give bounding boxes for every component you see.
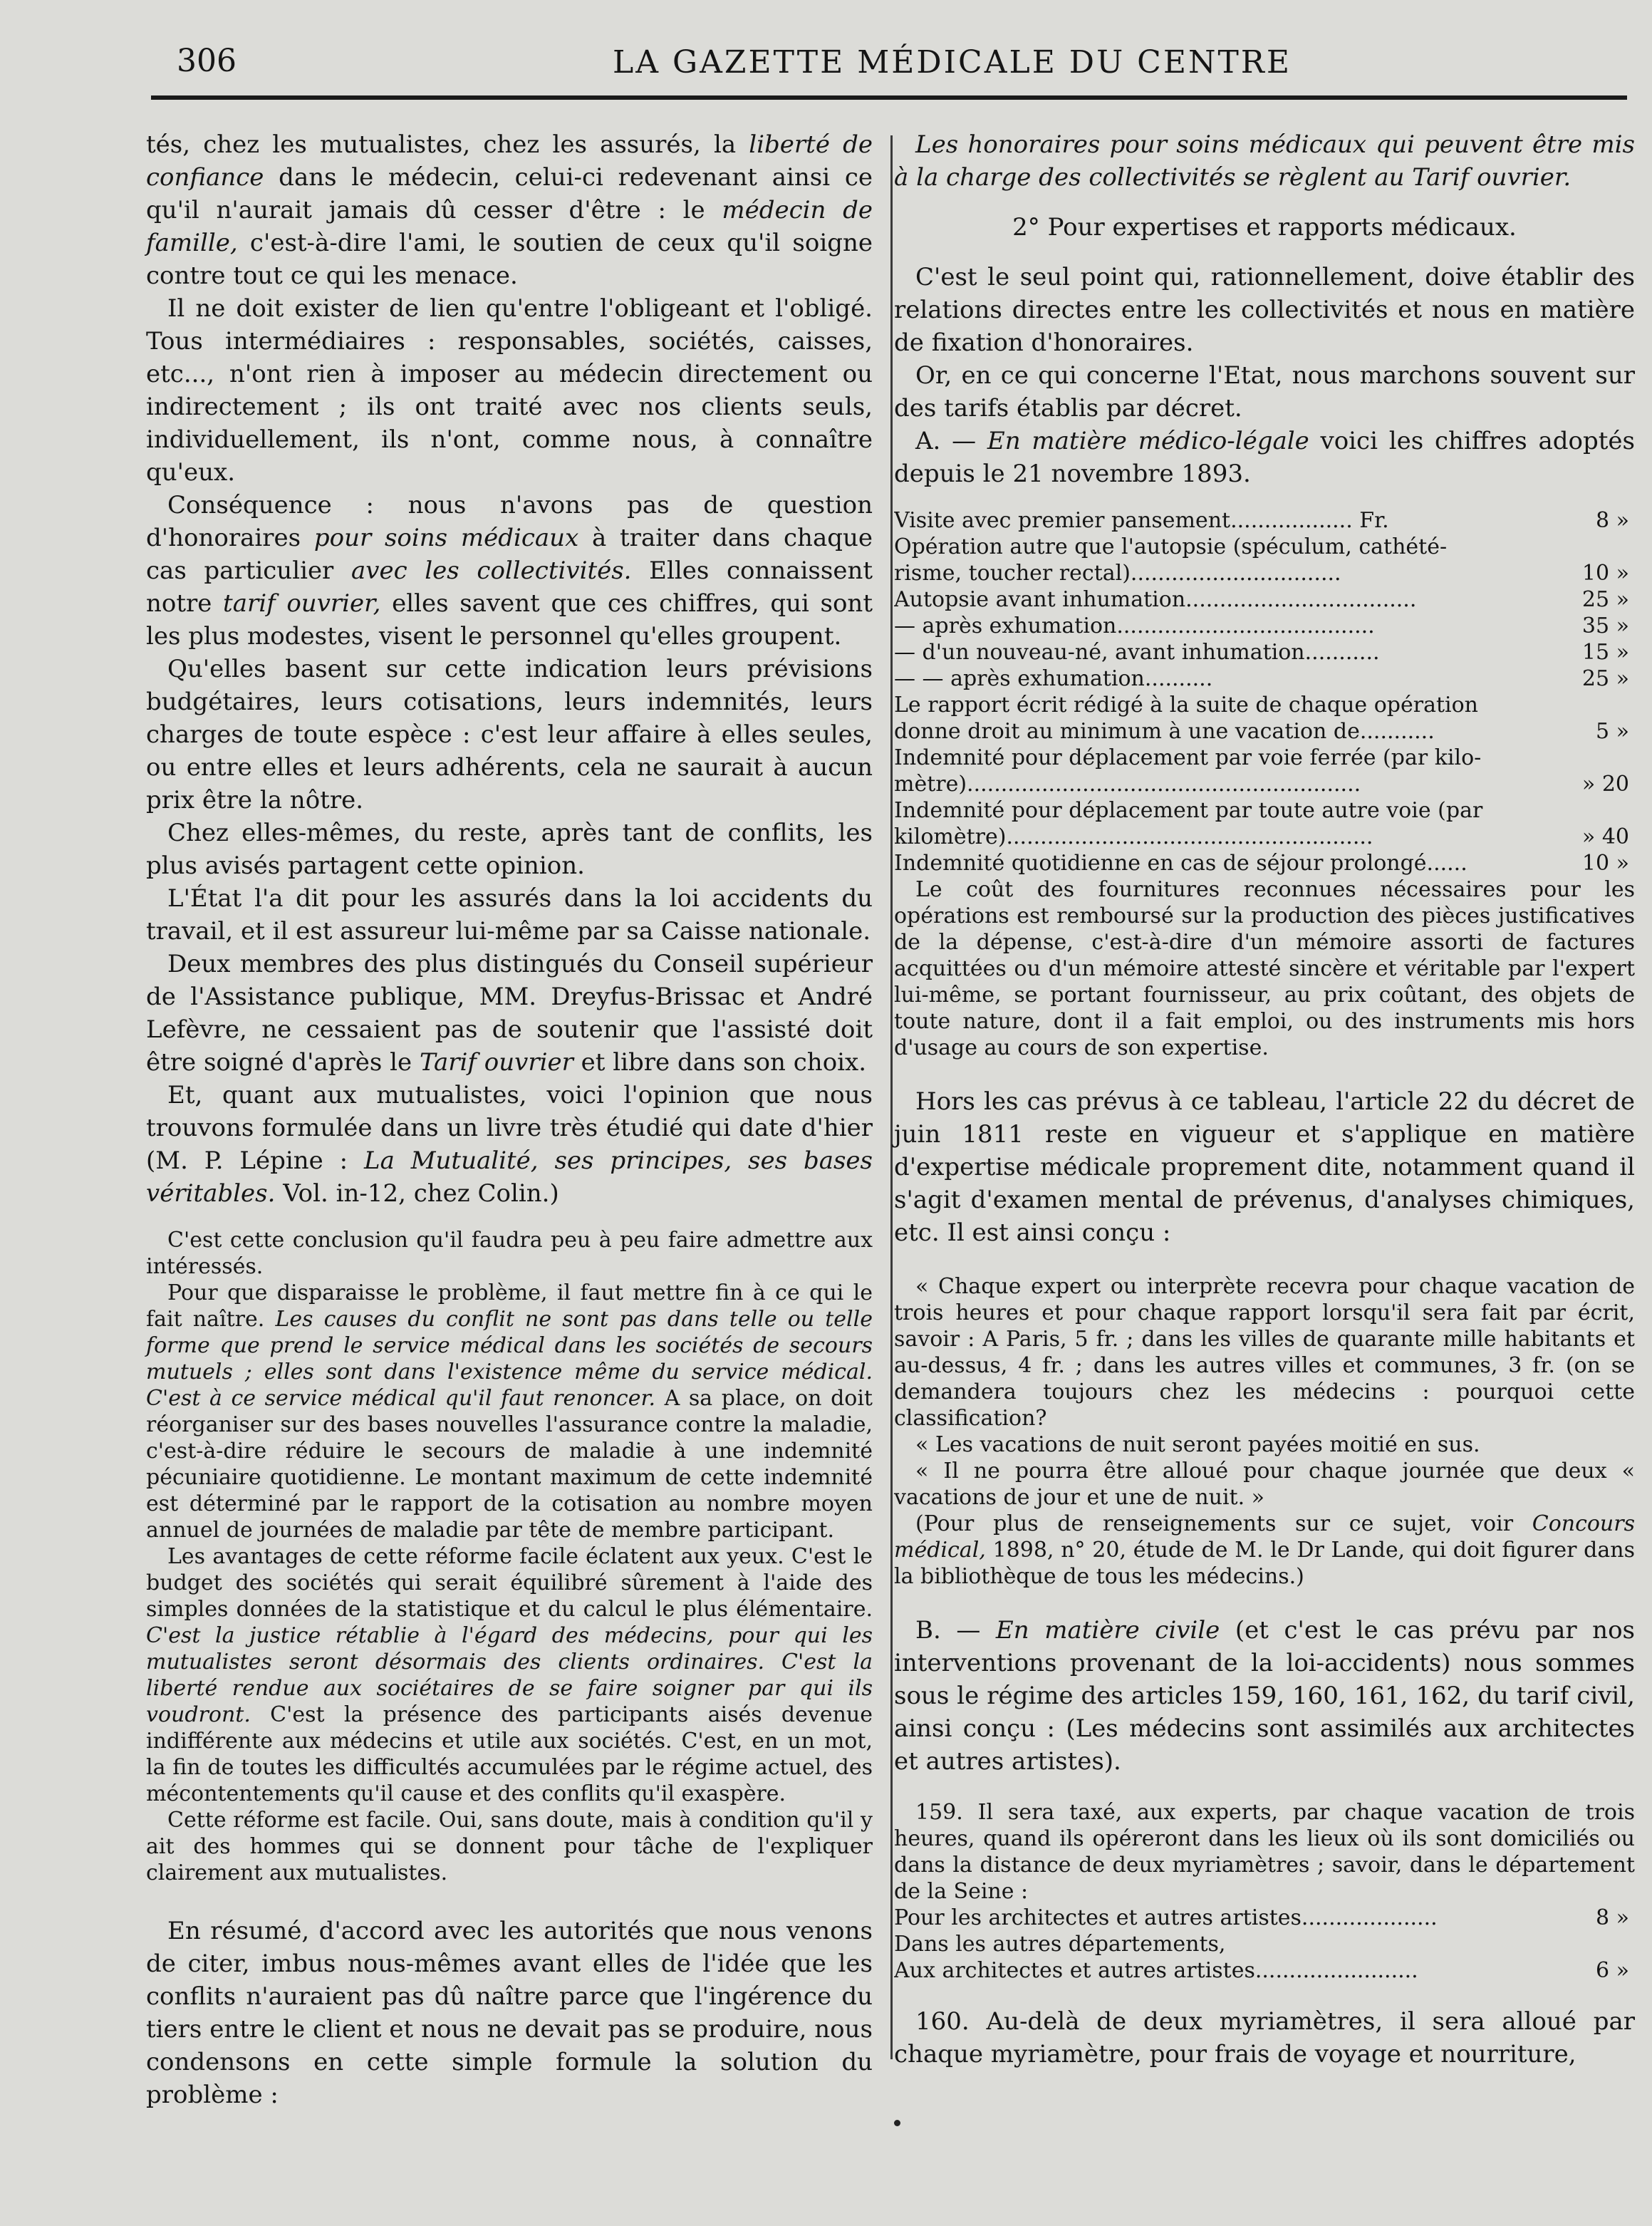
quote-paragraph: Les avantages de cette réforme facile éclatent aux yeux. C'est le budget des sociétés qui serait équilibré sûrement à l'aide des simples données de la statistique et du calcul le plus élémentaire. C'est la justice rétablie à l'égard des médecins, pour qui les mutualistes seront désormais des clients ordinaires. C'est la liberté rendue aux sociétaires de se faire soigner par qui ils voudront. C'est la présence des participants aisés devenue indifférente aux médecins et utile aux sociétés. C'est, en un mot, la fin de toutes les difficultés accumulées par le régime actuel, des mécontentements qu'il cause et des conflits qu'il exaspère. <box>146 1544 873 1806</box>
tariff-row: kilomètre)...................................................... » 40 <box>894 824 1629 849</box>
tariff-row: Aux architectes et autres artistes........................ 6 » <box>894 1958 1629 1983</box>
tariff-row: mètre).......................................................... » 20 <box>894 772 1629 797</box>
paragraph: tés, chez les mutualistes, chez les assurés, la liberté de confiance dans le médecin, celui-ci redevenant ainsi ce qu'il n'aurait jamais dû cesser d'être : le médecin de famille, c'est-à-dire l'ami, le soutien de ceux qu'il soigne contre tout ce qui les menace. <box>146 130 873 290</box>
paragraph: Or, en ce qui concerne l'Etat, nous marchons souvent sur des tarifs établis par décret. <box>894 361 1635 423</box>
paragraph: Deux membres des plus distingués du Conseil supérieur de l'Assistance publique, MM. Dreyfus-Brissac et André Lefèvre, ne cessaient pas de soutenir que l'assisté doit être soigné d'après le Tarif ouvrier et libre dans son choix. <box>146 950 873 1077</box>
paragraph: B. — En matière civile (et c'est le cas prévu par nos interventions provenant de la loi-accidents) nous sommes sous le régime des articles 159, 160, 161, 162, du tarif civil, ainsi conçu : (Les médecins sont assimilés aux architectes et autres artistes). <box>894 1616 1635 1776</box>
paragraph: Les honoraires pour soins médicaux qui peuvent être mis à la charge des collectivités se règlent au Tarif ouvrier. <box>894 130 1635 192</box>
quote-paragraph: Cette réforme est facile. Oui, sans doute, mais à condition qu'il y ait des hommes qui se donnent pour tâche de l'expliquer clairement aux mutualistes. <box>146 1808 873 1885</box>
tariff-row: Pour les architectes et autres artistes.................... 8 » <box>894 1905 1629 1930</box>
tariff-row: Autopsie avant inhumation.................................. 25 » <box>894 587 1629 612</box>
paragraph: 160. Au-delà de deux myriamètres, il sera alloué par chaque myriamètre, pour frais de voyage et nourriture, <box>894 2007 1635 2069</box>
paragraph: En résumé, d'accord avec les autorités que nous venons de citer, imbus nous-mêmes avant elles de l'idée que les conflits n'auraient pas dû naître parce que l'ingérence du tiers entre le client et nous ne devait pas se produire, nous condensons en cette simple formule la solution du problème : <box>146 1917 873 2109</box>
tariff-table-civil <box>894 1905 1635 1984</box>
paragraph: Le coût des fournitures reconnues nécessaires pour les opérations est remboursé sur la production des pièces justificatives de la dépense, c'est-à-dire d'un mémoire assorti de factures acquittées ou d'un mémoire attesté sincère et véritable par l'expert lui-même, se portant fournisseur, au prix coûtant, des objets de toute nature, dont il a fait emploi, ou des instruments mis hors d'usage au cours de son expertise. <box>894 877 1635 1060</box>
quote-paragraph: Pour que disparaisse le problème, il faut mettre fin à ce qui le fait naître. Les causes du conflit ne sont pas dans telle ou telle forme que prend le service médical dans les sociétés de secours mutuels ; elles sont dans l'existence même du service médical. C'est à ce service médical qu'il faut renoncer. A sa place, on doit réorganiser sur des bases nouvelles l'assurance contre la maladie, c'est-à-dire réduire le secours de maladie à une indemnité pécuniaire quotidienne. Le montant maximum de cette indemnité est déterminé par le rapport de la cotisation au nombre moyen annuel de journées de maladie par tête de membre participant. <box>146 1280 873 1543</box>
paragraph: Il ne doit exister de lien qu'entre l'obligeant et l'obligé. Tous intermédiaires : responsables, sociétés, caisses, etc..., n'ont rien à imposer au médecin directement ou indirectement ; ils ont traité avec nos clients seuls, individuellement, ils n'ont, comme nous, à connaître qu'eux. <box>146 294 873 487</box>
column-divider <box>890 135 893 2059</box>
paragraph: Et, quant aux mutualistes, voici l'opinion que nous trouvons formulée dans un livre très étudié qui date d'hier (M. P. Lépine : La Mutualité, ses principes, ses bases véritables. Vol. in-12, chez Colin.) <box>146 1081 873 1208</box>
paragraph: Conséquence : nous n'avons pas de question d'honoraires pour soins médicaux à traiter dans chaque cas particulier avec les collectivités. Elles connaissent notre tarif ouvrier, elles savent que ces chiffres, qui sont les plus modestes, visent le personnel qu'elles groupent. <box>146 491 873 651</box>
tariff-row: — d'un nouveau-né, avant inhumation........... 15 » <box>894 640 1629 665</box>
section-heading: 2° Pour expertises et rapports médicaux. <box>1012 213 1517 242</box>
tariff-row: — — après exhumation.......... 25 » <box>894 666 1629 691</box>
quote-paragraph: (Pour plus de renseignements sur ce sujet, voir Concours médical, 1898, n° 20, étude de M. le Dr Lande, qui doit figurer dans la bibliothèque de tous les médecins.) <box>894 1511 1635 1589</box>
tariff-row: — après exhumation...................................... 35 » <box>894 614 1629 638</box>
tariff-row: Visite avec premier pansement.................. Fr. 8 » <box>894 508 1629 533</box>
tariff-row: Indemnité pour déplacement par voie ferrée (par kilo- <box>894 745 1482 770</box>
tariff-row: Dans les autres départements, <box>894 1932 1226 1957</box>
paragraph: Qu'elles basent sur cette indication leurs prévisions budgétaires, leurs cotisations, leurs indemnités, leurs charges de toute espèce : c'est leur affaire à elles seules, ou entre elles et leurs adhérents, cela ne saurait à aucun prix être la nôtre. <box>146 655 873 814</box>
quote-paragraph: « Chaque expert ou interprète recevra pour chaque vacation de trois heures et pour chaque rapport lorsqu'il sera fait par écrit, savoir : A Paris, 5 fr. ; dans les villes de quarante mille habitants et au-dessus, 4 fr. ; dans les autres villes et communes, 3 fr. (on se demandera toujours chez les médecins : pourquoi cette classification? <box>894 1274 1635 1431</box>
quote-paragraph: 159. Il sera taxé, aux experts, par chaque vacation de trois heures, quand ils opéreront dans les lieux où ils sont domiciliés ou dans la distance de deux myriamètres ; savoir, dans le département de la Seine : <box>894 1800 1635 1904</box>
tariff-row: donne droit au minimum à une vacation de........... 5 » <box>894 719 1629 744</box>
paragraph: Chez elles-mêmes, du reste, après tant de conflits, les plus avisés partagent cette opinion. <box>146 819 873 880</box>
tariff-row: Indemnité quotidienne en cas de séjour prolongé...... 10 » <box>894 851 1629 876</box>
paragraph: L'État l'a dit pour les assurés dans la loi accidents du travail, et il est assureur lui-même par sa Caisse nationale. <box>146 884 873 946</box>
tariff-row: risme, toucher rectal)............................... 10 » <box>894 561 1629 586</box>
tariff-row: Indemnité pour déplacement par toute autre voie (par <box>894 798 1483 823</box>
paragraph: A. — En matière médico-légale voici les chiffres adoptés depuis le 21 novembre 1893. <box>894 427 1636 488</box>
quote-paragraph: C'est cette conclusion qu'il faudra peu à peu faire admettre aux intéressés. <box>146 1228 873 1279</box>
paragraph: C'est le seul point qui, rationnellement, doive établir des relations directes entre les collectivités et nous en matière de fixation d'honoraires. <box>894 263 1635 357</box>
right-column <box>894 128 1635 2071</box>
header-rule <box>151 95 1627 100</box>
running-title: LA GAZETTE MÉDICALE DU CENTRE <box>613 44 1292 81</box>
quote-paragraph: « Il ne pourra être alloué pour chaque journée que deux « vacations de jour et une de nuit. » <box>894 1459 1635 1510</box>
ink-dot <box>894 2120 900 2126</box>
page-number: 306 <box>177 43 237 79</box>
left-column <box>146 128 873 2111</box>
quote-paragraph: « Les vacations de nuit seront payées moitié en sus. <box>915 1432 1480 1457</box>
tariff-row: Opération autre que l'autopsie (spéculum, cathété- <box>894 534 1448 559</box>
tariff-row: Le rapport écrit rédigé à la suite de chaque opération <box>894 693 1479 718</box>
paragraph: Hors les cas prévus à ce tableau, l'article 22 du décret de juin 1811 reste en vigueur et s'applique en matière d'expertise médicale proprement dite, notamment quand il s'agit d'examen mental de prévenus, d'analyses chimiques, etc. Il est ainsi conçu : <box>894 1087 1635 1247</box>
tariff-table <box>894 507 1635 876</box>
